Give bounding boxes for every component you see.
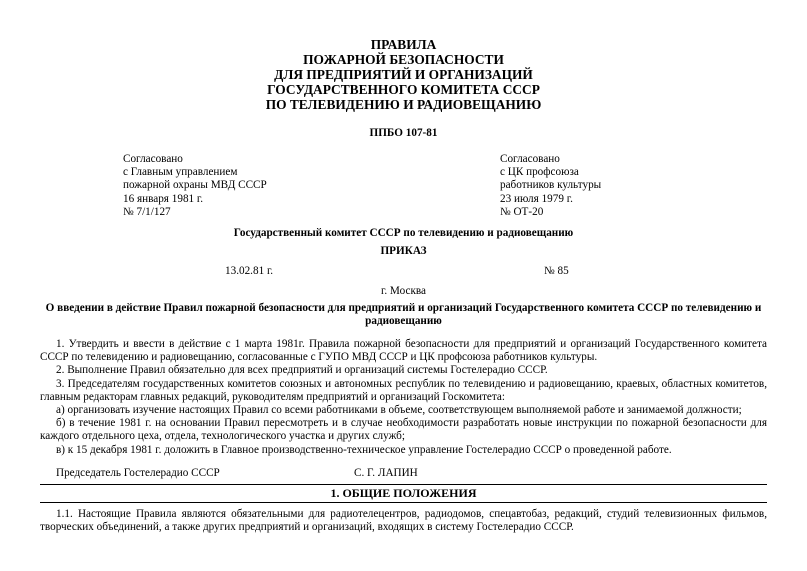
committee-name: Государственный комитет СССР по телевидению и радиовещанию — [233, 227, 574, 239]
approval-line: № ОТ-20 — [500, 205, 544, 218]
title-line: ПРАВИЛА — [370, 37, 437, 52]
approval-line: с Главным управлением — [123, 166, 238, 179]
order-body — [40, 338, 767, 457]
paragraph: 1.1. Настоящие Правила являются обязательными для радиотелецентров, радиодомов, спецавтобаз, редакций, студий телевизионных фильмов, творческих объединений, а также других предприятий и организаций, входящих в систему Гостелерадио СССР. — [40, 508, 767, 534]
approval-line: Согласовано — [500, 153, 560, 165]
section-body — [40, 508, 767, 534]
approval-line: № 7/1/127 — [123, 205, 171, 218]
section-heading: 1. ОБЩИЕ ПОЛОЖЕНИЯ — [330, 486, 477, 500]
document-title — [0, 37, 807, 112]
section-divider-top — [40, 484, 767, 485]
approval-line: 16 января 1981 г. — [123, 192, 204, 205]
approval-line: 23 июля 1979 г. — [500, 192, 573, 205]
approval-line: работников культуры — [500, 179, 602, 192]
approval-line: с ЦК профсоюза — [500, 166, 579, 179]
title-line: ПОЖАРНОЙ БЕЗОПАСНОСТИ — [303, 52, 504, 67]
order-title: ПРИКАЗ — [380, 245, 427, 257]
order-date: 13.02.81 г. — [225, 265, 274, 277]
section-divider-bottom — [40, 502, 767, 503]
title-line: ПО ТЕЛЕВИДЕНИЮ И РАДИОВЕЩАНИЮ — [265, 97, 542, 112]
order-subject: О введении в действие Правил пожарной безопасности для предприятий и организаций Государственного комитета СССР по телевидению и радиовещанию — [45, 302, 762, 327]
title-line: ДЛЯ ПРЕДПРИЯТИЙ И ОРГАНИЗАЦИЙ — [274, 67, 533, 82]
signature-name: С. Г. ЛАПИН — [354, 467, 418, 479]
paragraph: в) к 15 декабря 1981 г. доложить в Главное производственно-техническое управление Гостелерадио СССР о проведенной работе. — [56, 443, 672, 456]
paragraph: 3. Председателям государственных комитетов союзных и автономных республик по телевидению и радиовещанию, краевых, областных комитетов, главным редакторам главных редакций, руководителям предприятий и организаций Госкомитета: — [40, 377, 767, 403]
signature-position: Председатель Гостелерадио СССР — [56, 467, 220, 479]
city: г. Москва — [381, 285, 426, 297]
paragraph: б) в течение 1981 г. на основании Правил пересмотреть и в случае необходимости разработать новые инструкции по пожарной безопасности для каждого отдельного цеха, отдела, технологического участка и других служб; — [40, 417, 767, 443]
approval-line: пожарной охраны МВД СССР — [123, 179, 267, 192]
document-code: ППБО 107-81 — [369, 127, 438, 139]
approval-left — [123, 153, 267, 219]
order-number: № 85 — [544, 265, 569, 277]
paragraph: а) организовать изучение настоящих Правил со всеми работниками в объеме, соответствующем выполняемой работе и занимаемой должности; — [56, 404, 742, 417]
paragraph: 2. Выполнение Правил обязательно для всех предприятий и организаций системы Гостелерадио СССР. — [56, 364, 548, 377]
title-line: ГОСУДАРСТВЕННОГО КОМИТЕТА СССР — [267, 82, 540, 97]
paragraph: 1. Утвердить и ввести в действие с 1 марта 1981г. Правила пожарной безопасности для предприятий и организаций Государственного комитета СССР по телевидению и радиовещанию, согласованные с ГУПО МВД СССР и ЦК профсоюза работников культуры. — [40, 338, 767, 364]
approval-right — [500, 153, 601, 219]
approval-line: Согласовано — [123, 153, 183, 165]
